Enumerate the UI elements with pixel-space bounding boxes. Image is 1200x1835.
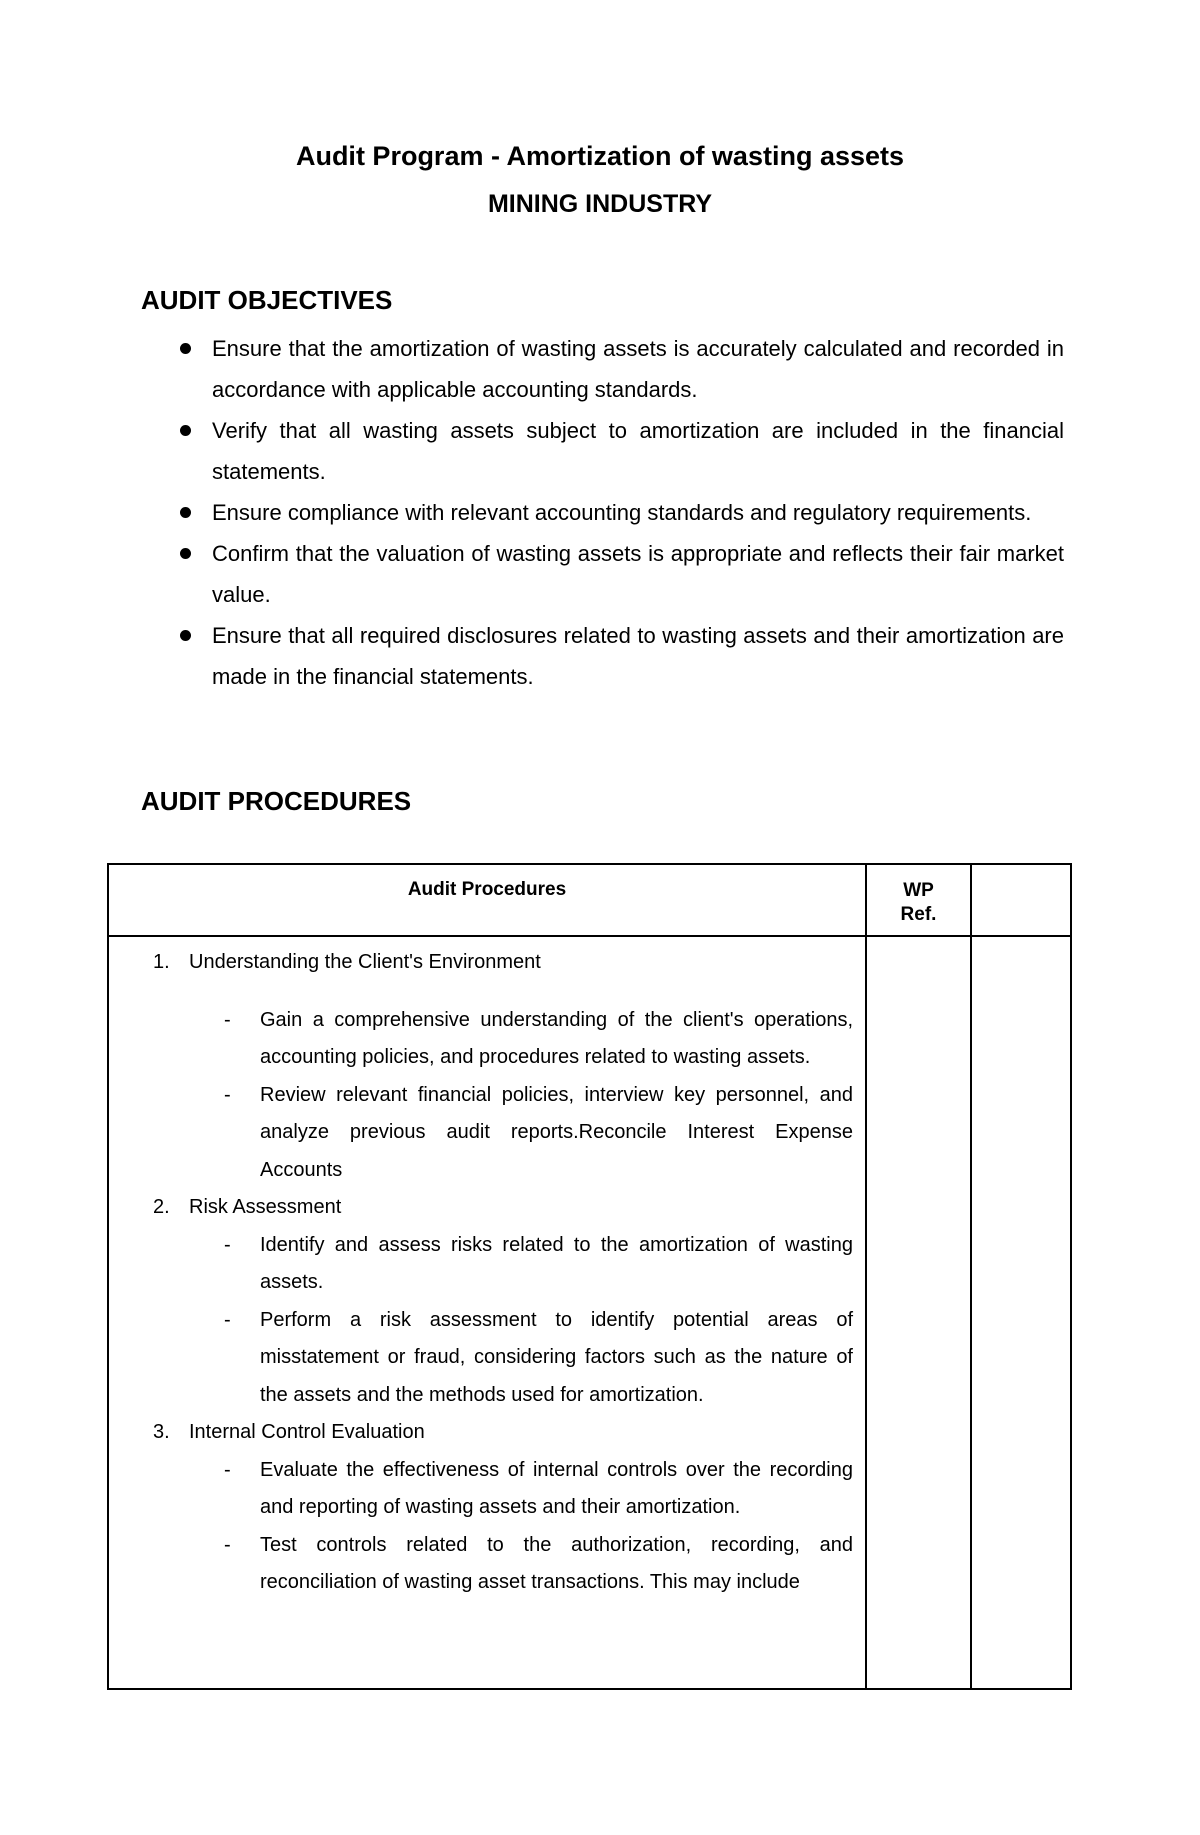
procedure-step: [189, 1302, 853, 1415]
objective-item: [141, 615, 1064, 697]
dash-icon: -: [224, 1533, 231, 1556]
procedure-title: Internal Control Evaluation: [189, 1421, 425, 1443]
document-title: Audit Program - Amortization of wasting assets: [295, 141, 905, 171]
objective-text: Ensure that all required disclosures related to wasting assets and their amortization are made in the financial statements.: [212, 623, 1064, 689]
procedure-step-text: Gain a comprehensive understanding of the client's operations, accounting policies, and procedures related to wasting assets.: [260, 1008, 853, 1068]
objectives-heading: AUDIT OBJECTIVES: [141, 285, 393, 315]
procedure-steps: [189, 1002, 853, 1190]
objective-item: [141, 492, 1064, 533]
procedure-step-text: Evaluate the effectiveness of internal controls over the recording and reporting of wasting assets and their amortization.: [260, 1458, 853, 1518]
dash-icon: -: [224, 1308, 231, 1331]
procedure-step: [189, 1002, 853, 1077]
procedure-step-text: Review relevant financial policies, interview key personnel, and analyze previous audit reports.Reconcile Interest Expense Accounts: [260, 1083, 853, 1181]
procedure-step: [189, 1077, 853, 1190]
dash-icon: -: [224, 1458, 231, 1481]
procedure-step: [189, 1227, 853, 1302]
procedure-item: [109, 944, 865, 1189]
dash-icon: -: [224, 1083, 231, 1106]
procedure-steps: [189, 1227, 853, 1415]
bullet-icon: [180, 343, 191, 354]
column-divider: [865, 865, 867, 1688]
procedure-step-text: Identify and assess risks related to the amortization of wasting assets.: [260, 1233, 853, 1293]
dash-icon: -: [224, 1233, 231, 1256]
column-divider: [970, 865, 972, 1688]
header-wp-line1: WP: [903, 880, 934, 901]
procedure-title: Understanding the Client's Environment: [189, 951, 541, 973]
dash-icon: -: [224, 1008, 231, 1031]
procedure-number: 3.: [153, 1421, 170, 1443]
header-wp-line2: Ref.: [900, 904, 937, 925]
procedure-step-text: Perform a risk assessment to identify potential areas of misstatement or fraud, considering factors such as the nature of the assets and the methods used for amortization.: [260, 1308, 853, 1406]
procedure-number: 1.: [153, 951, 170, 973]
procedure-number: 2.: [153, 1196, 170, 1218]
document-subtitle: MINING INDUSTRY: [487, 190, 713, 218]
procedure-title: Risk Assessment: [189, 1196, 342, 1218]
procedure-item: [109, 1414, 865, 1602]
procedure-step: [189, 1452, 853, 1527]
header-audit-procedures: Audit Procedures: [407, 879, 567, 900]
procedures-heading: AUDIT PROCEDURES: [141, 786, 412, 816]
procedure-item: [109, 1189, 865, 1414]
bullet-icon: [180, 425, 191, 436]
procedures-table: [107, 863, 1072, 1690]
objective-text: Verify that all wasting assets subject to amortization are included in the financial statements.: [212, 418, 1064, 484]
procedure-steps: [189, 1452, 853, 1602]
objective-text: Confirm that the valuation of wasting assets is appropriate and reflects their fair market value.: [212, 541, 1064, 607]
procedure-step-text: Test controls related to the authorization, recording, and reconciliation of wasting asset transactions. This may include: [260, 1533, 853, 1593]
bullet-icon: [180, 548, 191, 559]
bullet-icon: [180, 507, 191, 518]
objective-item: [141, 410, 1064, 492]
objectives-list: [141, 328, 1064, 697]
objective-item: [141, 533, 1064, 615]
objective-text: Ensure that the amortization of wasting assets is accurately calculated and recorded in accordance with applicable accounting standards.: [212, 336, 1064, 402]
procedures-body: [109, 937, 865, 1688]
objective-text: Ensure compliance with relevant accounting standards and regulatory requirements.: [212, 500, 1032, 525]
objective-item: [141, 328, 1064, 410]
header-wp-ref: [867, 879, 970, 927]
procedure-step: [189, 1527, 853, 1602]
bullet-icon: [180, 630, 191, 641]
